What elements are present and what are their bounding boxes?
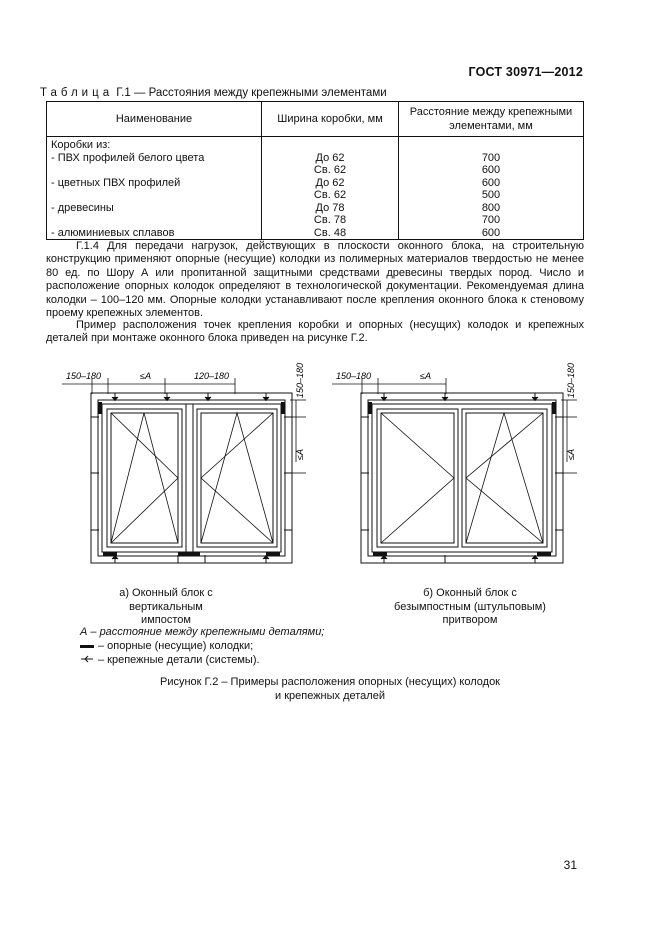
caption-b-line: б) Оконный блок с <box>423 587 517 599</box>
caption-a-line: а) Оконный блок с <box>119 587 213 599</box>
sash-left <box>107 409 182 547</box>
table-caption-text: Г.1 — Расстояния между крепежными элементами <box>116 87 387 99</box>
paragraph-g14-text: Г.1.4 Для передачи нагрузок, действующих в плоскости оконного блока, на строительную конструкцию применяют опорные (несущие) колодки из полимерных материалов твердостью не менее 80 ед. по Шору А или пропитанной защитными средствами древесины твердых пород. Число и расположение опорных колодок определяют в технологической документации. Рекомендуемая длина колодки – 100–120 мм. Опорные колодки устанавливают после крепления оконного блока к стеновому проему крепежных элементов. <box>46 240 584 320</box>
column-header-spacing: Расстояние между крепежными элементами, мм <box>399 102 584 137</box>
window-installation-figure <box>0 360 661 580</box>
vertical-mullion <box>186 404 193 552</box>
dim-b-side-mid: ≤A <box>566 449 576 460</box>
cell-name: - ПВХ профилей белого цвета <box>47 152 262 165</box>
caption-a-line: импостом <box>141 614 191 626</box>
table-header-row <box>47 102 584 137</box>
table-row <box>47 189 584 202</box>
sash-left-glass <box>381 413 454 543</box>
cell-spacing: 700 <box>399 152 584 165</box>
support-blocks-a <box>98 402 285 556</box>
fastener-icon <box>80 653 94 667</box>
window-block-a <box>91 393 292 563</box>
window-frame-inner <box>102 404 281 552</box>
caption-a-line: вертикальным <box>129 600 203 613</box>
legend-fasteners-text: – крепежные детали (системы). <box>98 654 260 667</box>
paragraph-g14 <box>46 240 584 320</box>
dim-a-side-top: 150–180 <box>295 362 305 398</box>
figure-caption-b <box>380 587 560 628</box>
cell-name: - алюминиевых сплавов <box>47 227 262 240</box>
support-block-icon <box>80 645 94 648</box>
page-number: 31 <box>563 858 577 872</box>
legend-a-text: А – расстояние между крепежными деталями; <box>80 626 325 638</box>
dimension-lines-a <box>62 378 306 473</box>
cell-name <box>47 189 262 202</box>
cell-width: Св. 78 <box>262 214 399 227</box>
dim-a-mid: ≤A <box>140 371 151 381</box>
fastener-spacing-table <box>46 101 584 240</box>
sash-left <box>377 409 458 547</box>
column-header-width: Ширина коробки, мм <box>262 102 399 137</box>
cell-name: Коробки из: <box>47 137 262 152</box>
figure-title <box>100 676 560 703</box>
window-frame-outer <box>98 400 285 556</box>
cell-spacing: 600 <box>399 164 584 177</box>
cell-width: До 62 <box>262 177 399 190</box>
window-block-b <box>361 393 563 563</box>
figure-caption-a <box>96 587 236 628</box>
opening-lines-left <box>111 413 178 543</box>
cell-spacing: 500 <box>399 189 584 202</box>
table-row <box>47 137 584 152</box>
opening-lines-right-side <box>201 413 273 543</box>
cell-name: - цветных ПВХ профилей <box>47 177 262 190</box>
legend-support-blocks <box>80 639 324 653</box>
dim-b-left: 150–180 <box>336 371 372 381</box>
cell-name: - древесины <box>47 202 262 215</box>
figure-title-line: и крепежных деталей <box>275 689 385 702</box>
opening-lines-right <box>201 413 273 543</box>
paragraph-example <box>46 319 584 346</box>
figure-title-line: Рисунок Г.2 – Примеры расположения опорных (несущих) колодок <box>160 676 500 688</box>
column-header-name: Наименование <box>47 102 262 137</box>
cell-spacing <box>399 137 584 152</box>
dim-b-side-top: 150–180 <box>566 362 576 398</box>
table-row <box>47 202 584 215</box>
sash-right <box>197 409 277 547</box>
dim-a-right: 120–180 <box>194 371 230 381</box>
cell-width <box>262 137 399 152</box>
dim-a-side-mid: ≤A <box>295 449 305 460</box>
dim-a-left: 150–180 <box>66 371 102 381</box>
table-row <box>47 214 584 227</box>
sash-right <box>462 409 547 547</box>
opening-lines-right-side <box>466 413 543 543</box>
sash-left-glass <box>111 413 178 543</box>
opening-lines-right <box>466 413 543 543</box>
cell-spacing: 700 <box>399 214 584 227</box>
opening-lines-left-side <box>111 413 178 543</box>
cell-width: Св. 62 <box>262 189 399 202</box>
cell-spacing: 600 <box>399 227 584 240</box>
caption-b-line: безымпостным (штульповым) <box>394 600 546 613</box>
table-row <box>47 227 584 240</box>
cell-name <box>47 164 262 177</box>
paragraph-example-text: Пример расположения точек крепления коробки и опорных (несущих) колодок и крепежных деталей при монтаже оконного блока приведен на рисунке Г.2. <box>46 319 584 345</box>
legend-a-definition <box>80 625 324 639</box>
cell-spacing: 600 <box>399 177 584 190</box>
cell-width: До 78 <box>262 202 399 215</box>
caption-b-line: притвором <box>442 614 498 626</box>
wall-opening-outline <box>91 393 292 563</box>
dim-b-mid: ≤A <box>420 371 431 381</box>
cell-width: Св. 62 <box>262 164 399 177</box>
cell-name <box>47 214 262 227</box>
legend-fasteners <box>80 653 324 667</box>
table-caption-prefix: Таблица <box>40 87 114 99</box>
document-header: ГОСТ 30971—2012 <box>468 65 583 79</box>
figure-legend <box>80 625 324 668</box>
table-row <box>47 164 584 177</box>
opening-lines-left <box>381 413 454 543</box>
table-row <box>47 177 584 190</box>
cell-width: До 62 <box>262 152 399 165</box>
table-caption <box>40 87 387 99</box>
cell-width: Св. 48 <box>262 227 399 240</box>
cell-spacing: 800 <box>399 202 584 215</box>
sash-right-glass <box>466 413 543 543</box>
sash-right-glass <box>201 413 273 543</box>
table-row <box>47 152 584 165</box>
legend-blocks-text: – опорные (несущие) колодки; <box>98 640 254 653</box>
fastener-marks-a <box>91 393 292 563</box>
